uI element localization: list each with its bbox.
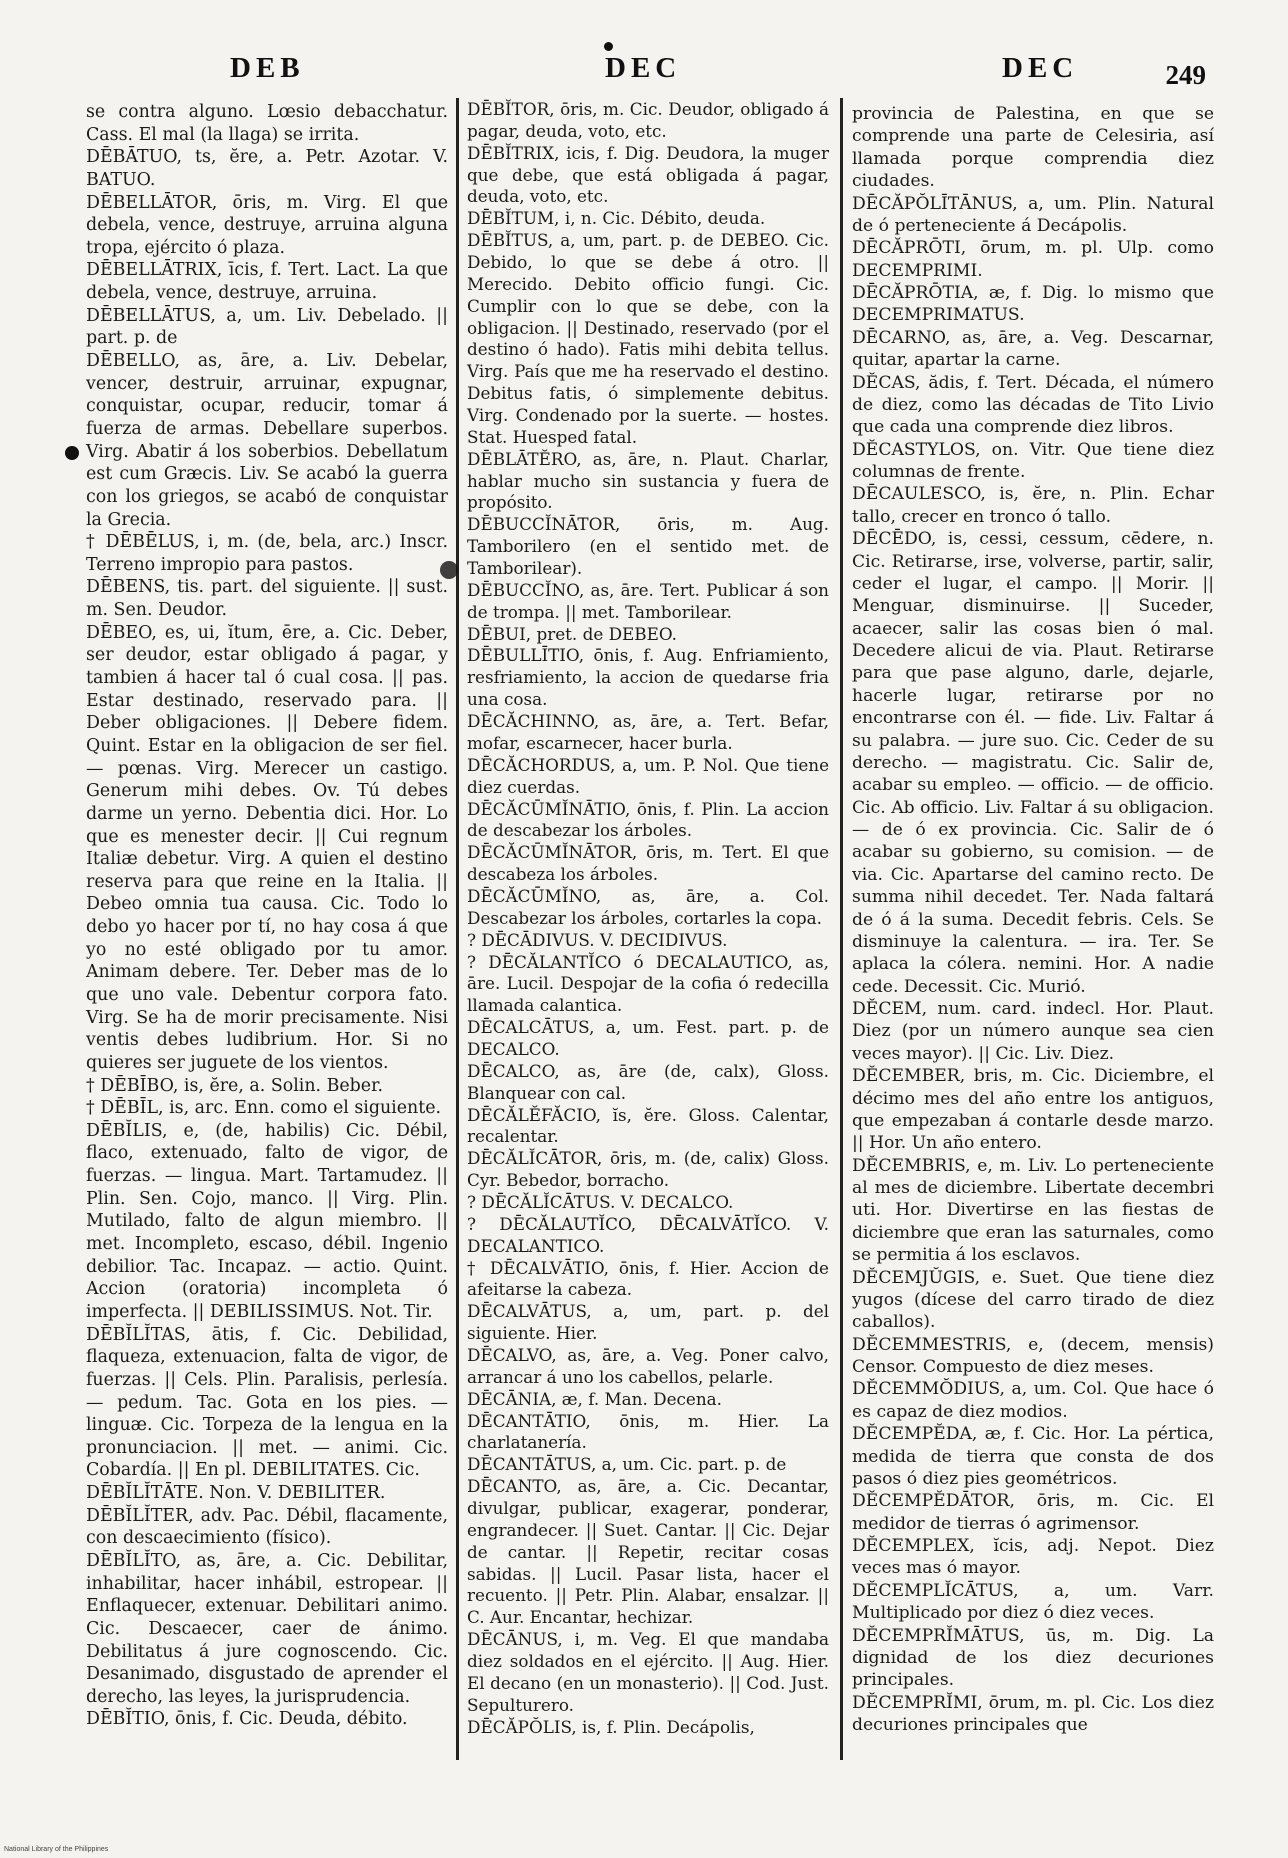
dictionary-entry: DĒCAULESCO, is, ĕre, n. Plin. Echar tallo, crecer en tronco ó tallo. [852, 484, 1214, 527]
dictionary-entry: DĒBUCCĬNO, as, āre. Tert. Publicar á son de trompa. || met. Tamborilear. [467, 579, 829, 622]
dictionary-entry: DĔCASTYLOS, on. Vitr. Que tiene diez columnas de frente. [852, 439, 1214, 482]
header-left-guideword: DEB [230, 52, 305, 84]
dictionary-entry: se contra alguno. Lœsio debacchatur. Cass. El mal (la llaga) se irrita. [86, 102, 448, 145]
dictionary-entry: DĒCĂPRŌTI, ōrum, m. pl. Ulp. como DECEMPRIMI. [852, 238, 1214, 281]
dictionary-entry: DĒBĬLIS, e, (de, habilis) Cic. Débil, flaco, extenuado, falto de vigor, de fuerzas. — lingua. Mart. Tartamudez. || Plin. Sen. Cojo, manco. || Virg. Plin. Mutilado, falto de algun miembro. || met. Incompleto, escaso, débil. Ingenio debilior. Tac. Incapaz. — actio. Quint. Accion (oratoria) incompleta ó imperfecta. || DEBILISSIMUS. Not. Tir. [86, 1120, 448, 1322]
dictionary-entry: DĒCĂPŎLIS, is, f. Plin. Decápolis, [467, 1716, 755, 1737]
dictionary-entry: ? DĒCĀDIVUS. V. DECIDIVUS. [467, 929, 728, 950]
dictionary-entry: DĔCEMBER, bris, m. Cic. Diciembre, el décimo mes del año entre los antiguos, que empezaban á contarle desde marzo. || Hor. Un año entero. [852, 1066, 1214, 1154]
dictionary-entry: DĒCĂCŪMĬNĀTIO, ōnis, f. Plin. La accion de descabezar los árboles. [467, 798, 829, 841]
dictionary-entry: DĒBĬLĬTER, adv. Pac. Débil, flacamente, con descaecimiento (físico). [86, 1505, 448, 1549]
dictionary-entry: DĒBĬTRIX, icis, f. Dig. Deudora, la muger que debe, que está obligada á pagar, deuda, voto, etc. [467, 142, 829, 207]
dictionary-entry: DĒCANTĀTIO, ōnis, m. Hier. La charlatanería. [467, 1410, 829, 1453]
dictionary-entry: DĒCALCĀTUS, a, um. Fest. part. p. de DECALCO. [467, 1017, 829, 1059]
dictionary-entry: DĒBUCCĬNĀTOR, ōris, m. Aug. Tamborilero (en el sentido met. de Tamborilear). [467, 514, 829, 579]
dictionary-entry: DĒBEO, es, ui, ĭtum, ēre, a. Cic. Deber, ser deudor, estar obligado á pagar, y tambien á hacer tal ó cual cosa. || pas. Estar destinado, reservado para. || Deber obligaciones. || Debere fidem. Quint. Estar en la obligacion de ser fiel. — pœnas. Virg. Merecer un castigo. Generum mihi debes. Ov. Tú debes darme un yerno. Debentia dici. Hor. Lo que es menester decir. || Cui regnum Italiæ debetur. Virg. A quien el destino reserva para que reine en la Italia. || Debeo omnia tua causa. Cic. Todo lo debo yo hacer por tí, no hay cosa á que yo no esté obligado por tu amor. Animam debere. Ter. Deber mas de lo que uno vale. Debentur corpora fato. Virg. Se ha de morir precisamente. Nisi ventis debes ludibrium. Hor. Si no quieres ser juguete de los vientos. [86, 622, 448, 1073]
dictionary-entry: DĒBĀTUO, ts, ĕre, a. Petr. Azotar. V. BATUO. [86, 147, 448, 190]
header-center-guideword: DEC [605, 52, 682, 84]
dictionary-entry: DĒBELLĀTRIX, īcis, f. Tert. Lact. La que debela, vence, destruye, arruina. [86, 260, 448, 304]
dictionary-entry: † DĒBĒLUS, i, m. (de, bela, arc.) Inscr. Terreno impropio para pastos. [86, 532, 448, 575]
dictionary-entry: DĔCEMPLĬCĀTUS, a, um. Varr. Multiplicado por diez ó diez veces. [852, 1580, 1214, 1624]
dictionary-entry: DĔCEMPRĬMĀTUS, ūs, m. Dig. La dignidad de los diez decuriones principales. [852, 1625, 1214, 1691]
dictionary-entry: DĔCEMMŎDIUS, a, um. Col. Que hace ó es capaz de diez modios. [852, 1379, 1214, 1422]
dictionary-entry: † DĒCALVĀTIO, ōnis, f. Hier. Accion de afeitarse la cabeza. [467, 1257, 829, 1300]
dictionary-entry: DĒCĀNUS, i, m. Veg. El que mandaba diez soldados en el ejército. || Aug. Hier. El decano (en un monasterio). || Cod. Just. Sepulturero. [467, 1629, 829, 1715]
dictionary-entry: DĒBENS, tis. part. del siguiente. || sust. m. Sen. Deudor. [86, 577, 448, 621]
dictionary-entry: DĒCARNO, as, āre, a. Veg. Descarnar, quitar, apartar la carne. [852, 327, 1214, 371]
dictionary-entry: DĒCĒDO, is, cessi, cessum, cēdere, n. Cic. Retirarse, irse, volverse, partir, salir, ceder el lugar, el campo. || Morir. || Menguar, disminuirse. || Suceder, acaecer, salir las cosas bien ó mal. Decedere alicui de via. Plaut. Retirarse para que pase alguno, darle, dejarle, hacerle lugar, retirarse por no encontrarse con él. — fide. Liv. Faltar á su palabra. — jure suo. Cic. Ceder de su derecho. — magistratu. Cic. Salir de, acabar su empleo. — officio. — de officio. Cic. Ab officio. Liv. Faltar á su obligacion. — de ó ex provincia. Cic. Salir de ó acabar su gobierno, su comision. — de via. Cic. Apartarse del camino recto. De summa nihil decedet. Ter. Nada faltará de ó á la suma. Decedit febris. Cels. Se disminuye la calentura. — ira. Ter. Se aplaca la cólera. nemini. Hor. A nadie cede. Decessit. Cic. Murió. [852, 529, 1214, 997]
dictionary-entry: DĔCEM, num. card. indecl. Hor. Plaut. Diez (por un número aunque sea cien veces mayor). || Cic. Liv. Diez. [852, 999, 1214, 1064]
dictionary-entry: ? DĒCĂLAUTĬCO, DĒCALVĀTĬCO. V. DECALANTICO. [467, 1213, 829, 1256]
dictionary-entry: DĒCANTO, as, āre, a. Cic. Decantar, divulgar, publicar, exagerar, ponderar, engrandecer. || Suet. Cantar. || Cic. Dejar de cantar. || Repetir, recitar cosas sabidas. || Lucil. Pasar lista, hacer el recuento. || Petr. Plin. Alabar, ensalzar. || C. Aur. Encantar, hechizar. [467, 1476, 829, 1628]
dictionary-entry: DĒCĂCŪMĬNĀTOR, ōris, m. Tert. El que descabeza los árboles. [467, 842, 829, 885]
dictionary-entry: DĒCĂPRŌTIA, æ, f. Dig. lo mismo que DECEMPRIMATUS. [852, 283, 1214, 326]
dictionary-entry: DĒBĬLĬTAS, ātis, f. Cic. Debilidad, flaqueza, extenuacion, falta de vigor, de fuerzas. || Cels. Plin. Paralisis, perlesía. — pedum. Tac. Gota en los pies. — linguæ. Cic. Torpeza de la lengua en la pronunciacion. || met. — animi. Cic. Cobardía. || En pl. DEBILITATES. Cic. [86, 1324, 448, 1481]
dictionary-entry: DĒBUI, pret. de DEBEO. [467, 623, 677, 644]
dictionary-entry: DĒCĂCŪMĬNO, as, āre, a. Col. Descabezar los árboles, cortarles la copa. [467, 885, 829, 928]
header-right-guideword: DEC [1002, 52, 1079, 84]
dictionary-entry: DĒCĂCHINNO, as, āre, a. Tert. Befar, mofar, escarnecer, hacer burla. [467, 711, 829, 753]
dictionary-entry: DĒCALVĀTUS, a, um, part. p. del siguiente. Hier. [467, 1301, 829, 1344]
dictionary-entry: DĒBĬTUM, i, n. Cic. Débito, deuda. [467, 208, 766, 229]
ink-blot [65, 446, 79, 460]
dictionary-entry: DĒCALVO, as, āre, a. Veg. Poner calvo, arrancar á uno los cabellos, pelarle. [467, 1344, 829, 1387]
dictionary-entry: DĔCEMJŬGIS, e. Suet. Que tiene diez yugos (dícese del carro tirado de diez caballos). [852, 1267, 1214, 1333]
dictionary-entry: DĔCAS, ădis, f. Tert. Década, el número de diez, como las décadas de Tito Livio que cada una comprende diez libros. [852, 372, 1214, 438]
dictionary-entry: DĒBELLO, as, āre, a. Liv. Debelar, vencer, destruir, arruinar, expugnar, conquistar, ocupar, reducir, tomar á fuerza de armas. Debellare superbos. Virg. Abatir á los soberbios. Debellatum est cum Græcis. Liv. Se acabó la guerra con los griegos, se acabó de conquistar la Grecia. [86, 351, 448, 530]
dictionary-entry: ? DĒCĂLANTĬCO ó DECALAUTICO, as, āre. Lucil. Despojar de la cofia ó redecilla llamada calantica. [467, 951, 829, 1016]
dictionary-entry: DĒCĂCHORDUS, a, um. P. Nol. Que tiene diez cuerdas. [467, 754, 829, 797]
dictionary-entry: † DĒBĪL, is, arc. Enn. como el siguiente. [86, 1098, 442, 1119]
dictionary-entry: † DĒBĪBO, is, ĕre, a. Solin. Beber. [86, 1075, 384, 1096]
dictionary-entry: DĒCĀNIA, æ, f. Man. Decena. [467, 1388, 723, 1409]
dictionary-entry: DĒBELLĀTOR, ōris, m. Virg. El que debela, vence, destruye, arruina alguna tropa, ejército ó plaza. [86, 192, 448, 258]
column-divider [456, 98, 459, 1760]
dictionary-entry: DĒBĬLĬTO, as, āre, a. Cic. Debilitar, inhabilitar, hacer inhábil, estropear. || Enflaquecer, extenuar. Debilitari animo. Cic. Descaecer, caer de ánimo. Debilitatus á jure cognoscendo. Cic. Desanimado, disgustado de aprender el derecho, las leyes, la jurisprudencia. [86, 1551, 448, 1707]
ink-blot [604, 42, 613, 51]
ink-blot [440, 561, 458, 579]
column-right [852, 103, 1214, 1736]
dictionary-entry: DĒCĂLĬCĀTOR, ōris, m. (de, calix) Gloss. Cyr. Bebedor, borracho. [467, 1148, 829, 1191]
dictionary-entry: DĒCĂLĔFĂCIO, ĭs, ĕre. Gloss. Calentar, recalentar. [467, 1104, 829, 1147]
column-middle [467, 99, 829, 1738]
dictionary-entry: ? DĒCĂLĬCĀTUS. V. DECALCO. [467, 1191, 734, 1212]
dictionary-entry: DĔCEMBRIS, e, m. Liv. Lo perteneciente al mes de diciembre. Libertate decembri uti. Hor. Divertirse en las fiestas de diciembre que eran las saturnales, como se permitia á los esclavos. [852, 1155, 1214, 1266]
dictionary-entry: provincia de Palestina, en que se comprende una parte de Celesiria, así llamada porque comprendia diez ciudades. [852, 104, 1214, 192]
page-number: 249 [1165, 60, 1206, 90]
dictionary-entry: DĒBELLĀTUS, a, um. Liv. Debelado. || part. p. de [86, 305, 448, 349]
dictionary-entry: DĔCEMMESTRIS, e, (decem, mensis) Censor. Compuesto de diez meses. [852, 1334, 1214, 1377]
dictionary-entry: DĒBLĀTĔRO, as, āre, n. Plaut. Charlar, hablar mucho sin sustancia y fuera de propósito. [467, 448, 829, 513]
dictionary-entry: DĔCEMPĔDA, æ, f. Cic. Hor. La pértica, medida de tierra que consta de dos pasos ó diez pies geométricos. [852, 1424, 1214, 1489]
dictionary-entry: DĒCALCO, as, āre (de, calx), Gloss. Blanquear con cal. [467, 1060, 829, 1103]
dictionary-entry: DĔCEMPLEX, ĭcis, adj. Nepot. Diez veces mas ó mayor. [852, 1536, 1214, 1579]
dictionary-entry: DĒBĬTOR, ōris, m. Cic. Deudor, obligado á pagar, deuda, voto, etc. [467, 99, 829, 141]
dictionary-entry: DĒCĂPŎLĪTĀNUS, a, um. Plin. Natural de ó perteneciente á Decápolis. [852, 193, 1214, 236]
dictionary-entry: DĒBULLĪTIO, ōnis, f. Aug. Enfriamiento, resfriamiento, la accion de quedarse fria una cosa. [467, 645, 829, 710]
dictionary-entry: DĔCEMPRĬMI, ōrum, m. pl. Cic. Los diez decuriones principales que [852, 1692, 1214, 1735]
dictionary-entry: DĔCEMPĔDĀTOR, ōris, m. Cic. El medidor de tierras ó agrimensor. [852, 1491, 1214, 1534]
dictionary-entry: DĒBĬTUS, a, um, part. p. de DEBEO. Cic. Debido, lo que se debe á otro. || Merecido. Debito officio fungi. Cic. Cumplir con lo que se debe, con la obligacion. || Destinado, reservado (por el destino ó hado). Fatis mihi debita tellus. Virg. País que me ha reservado el destino. Debitus fatis, ó simplemente debitus. Virg. Condenado por la suerte. — hostes. Stat. Huesped fatal. [467, 230, 829, 447]
footer-credit: National Library of the Philippines [4, 1846, 109, 1853]
column-left [86, 101, 448, 1731]
dictionary-entry: DĒBĬTIO, ōnis, f. Cic. Deuda, débito. [86, 1709, 408, 1730]
dictionary-entry: DĒCANTĀTUS, a, um. Cic. part. p. de [467, 1454, 787, 1475]
dictionary-entry: DĒBĬLĬTĀTE. Non. V. DEBILITER. [86, 1483, 386, 1504]
column-divider [840, 98, 843, 1760]
